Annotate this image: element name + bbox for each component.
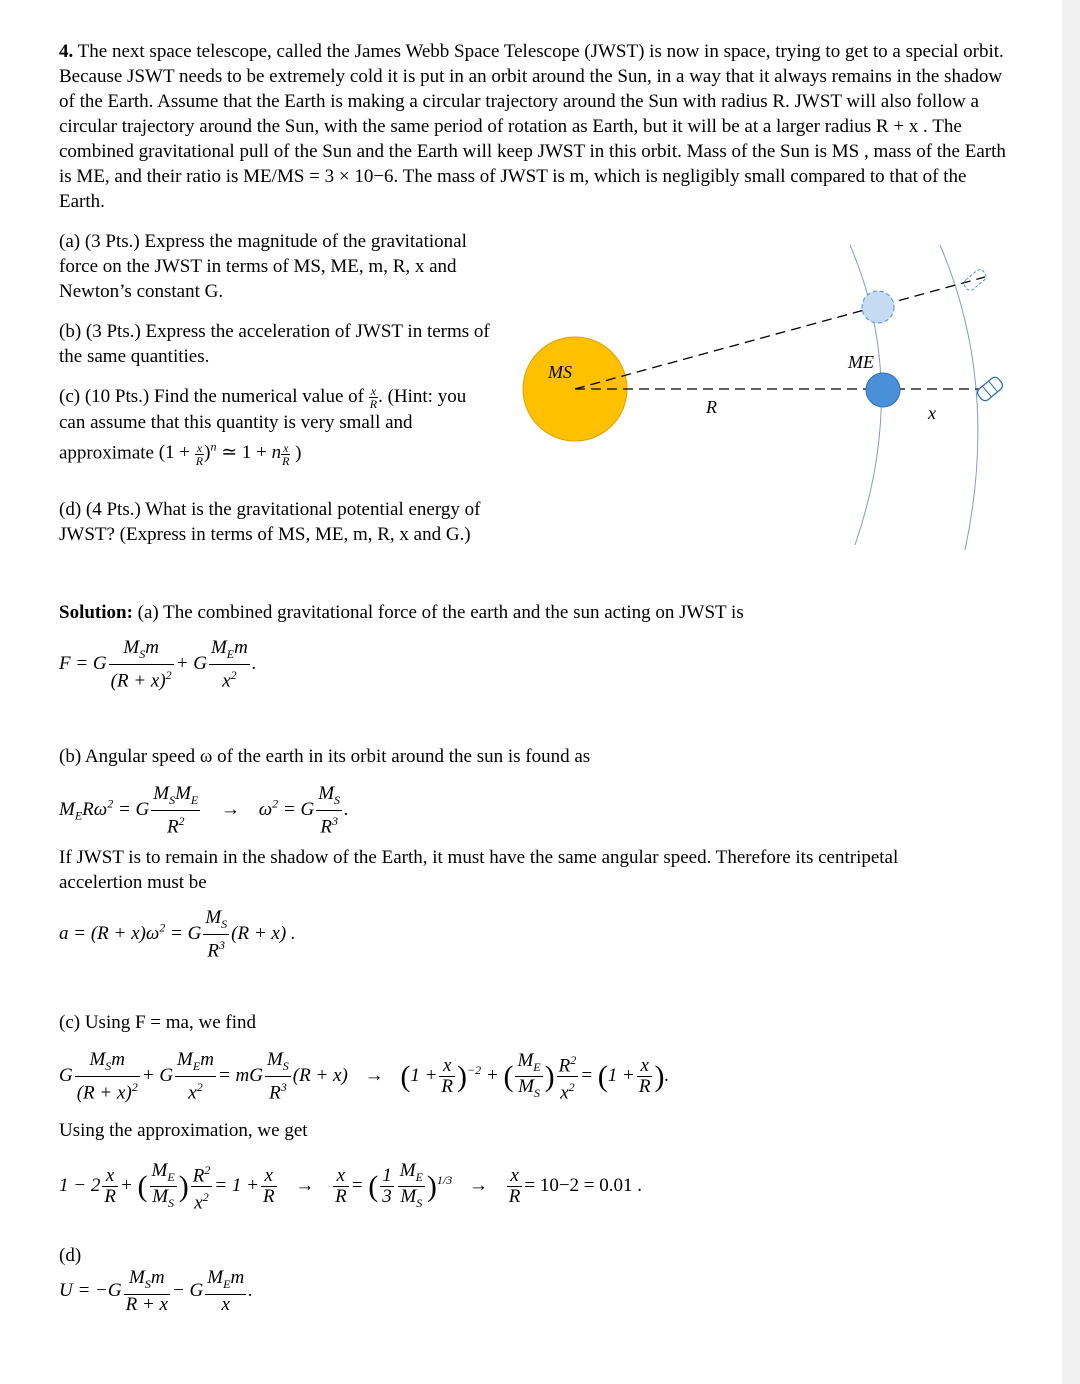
solution-a: (a) The combined gravitational force of the earth and the sun acting on JWST is — [137, 602, 744, 623]
x-over-r-fraction: $\frac{x}{R}$ — [369, 384, 378, 412]
part-c-text-3: ) — [295, 442, 302, 464]
solution-b2: If JWST is to remain in the shadow of the Earth, it must have the same angular speed. Therefore its centripetal accelertion must be — [59, 847, 899, 893]
problem-intro — [59, 39, 1009, 214]
equation-potential: U = −G $\frac{M_Sm}{R + x}$ − G $\frac{M_Em}{x}$ . — [59, 1267, 253, 1315]
part-c — [59, 384, 479, 467]
part-c-text-2: . (Hint: you can assume that this quantity is very small and approximate — [59, 386, 467, 464]
earth-label: ME — [848, 352, 874, 372]
equation-force: F = G $\frac{M_Sm}{(R + x)^2}$ + G $\frac{M_Em}{x^2}$ . — [59, 637, 257, 692]
jwst-icon — [976, 375, 1005, 402]
earth-icon — [866, 373, 900, 407]
orbit-diagram — [510, 235, 1010, 555]
solution-heading: Solution: — [59, 602, 133, 623]
earth-ghost-icon — [862, 291, 894, 323]
equation-omega: $M_ER\omega^2 = G$ $\frac{M_SM_E}{R^2}$ → $\omega^2 = G$ $\frac{M_S}{R^3}$ . — [59, 783, 349, 838]
problem-number: 4. — [59, 41, 74, 62]
solution-b: (b) Angular speed ω of the earth in its orbit around the sun is found as — [59, 746, 591, 767]
solution-c: (c) Using F = ma, we find — [59, 1012, 256, 1033]
equation-acceleration: $a = (R + x)\omega^2 = G$ $\frac{M_S}{R^3}$ (R + x) . — [59, 907, 296, 962]
part-c-text-1: (c) (10 Pts.) Find the numerical value of — [59, 386, 364, 407]
part-d: (d) (4 Pts.) What is the gravitational potential energy of JWST? (Express in terms of MS, ME, m, R, x and G.) — [59, 499, 481, 545]
part-a: (a) (3 Pts.) Express the magnitude of the gravitational force on the JWST in terms of MS, ME, m, R, x and Newton’s constant G. — [59, 231, 467, 302]
solution-d-label: (d) — [59, 1245, 82, 1266]
x-label: x — [928, 403, 936, 423]
result-value: = 10−2 = 0.01 . — [524, 1175, 643, 1197]
equation-newton: G $\frac{M_Sm}{(R + x)^2}$ + G $\frac{M_Em}{x^2}$ = mG $\frac{M_S}{R^3}$ (R + x) → (1 + $\frac{x}{R}$ )$^{-2}$ + ( $\frac{M_E}{M_S}$ ) $\frac{R^2}{x^2}$ = (1 + $\frac{x}{R}$ ). — [59, 1049, 670, 1104]
equation-result: 1 − 2 $\frac{x}{R}$ + ( $\frac{M_E}{M_S}$ ) $\frac{R^2}{x^2}$ = 1 + $\frac{x}{R}$ → $\frac{x}{R}$ = ( $\frac{1}{3}$ $\frac{M_E}{M_S}$ )$^{1/3}$ → $\frac{x}{R}$ = 10−2 = 0.01 . — [59, 1159, 643, 1214]
solution-c2: Using the approximation, we get — [59, 1120, 308, 1141]
dashed-line-upper — [575, 277, 985, 389]
r-label: R — [706, 397, 717, 417]
part-b: (b) (3 Pts.) Express the acceleration of JWST in terms of the same quantities. — [59, 321, 490, 367]
jwst-ghost-icon — [962, 268, 988, 293]
hint-formula: (1 + $\frac{x}{R}$ )$^n$ ≃ 1 + n $\frac{x}{R}$ — [158, 440, 290, 468]
solution-a-text — [59, 600, 744, 625]
problem-intro-text: The next space telescope, called the James Webb Space Telescope (JWST) is now in space, trying to get to a special orbit. Because JSWT needs to be extremely cold it is put in an orbit around the Sun, in a way that it always remains in the shadow of the Earth. Assume that the Earth is making a circular trajectory around the Sun with radius R. JWST will also follow a circular trajectory around the Sun, with the same period of rotation as Earth, but it will be at a larger radius R + x . The combined gravitational pull of the Sun and the Earth will keep JWST in this orbit. Mass of the Sun is MS , mass of the Earth is ME, and their ratio is ME/MS = 3 × 10−6. The mass of JWST is m, which is negligibly small compared to that of the Earth. — [59, 41, 1006, 212]
scrollbar-track[interactable] — [1062, 0, 1080, 1384]
sun-label: MS — [548, 362, 572, 382]
jwst-orbit-arc — [940, 245, 978, 550]
